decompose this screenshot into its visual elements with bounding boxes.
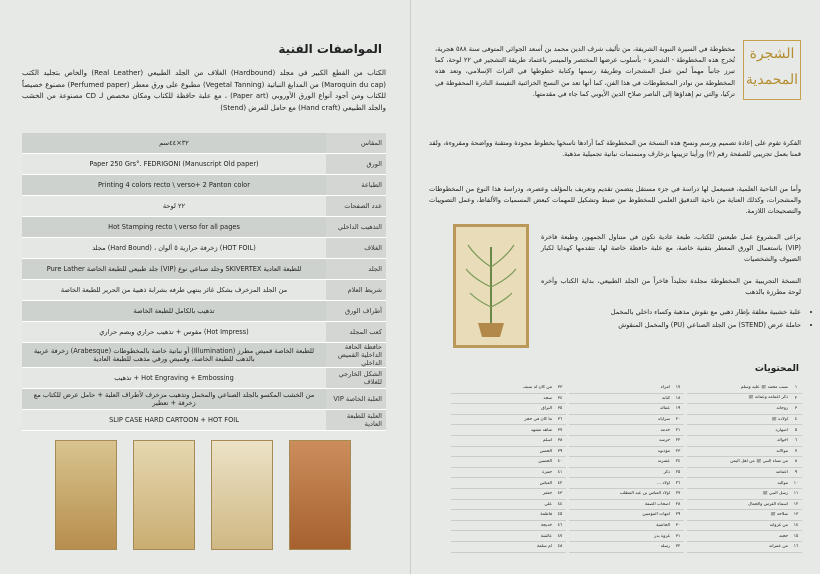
toc-page-number: ٤١: [557, 470, 563, 476]
toc-entry-title: ما كان في حجر: [524, 417, 552, 423]
toc-entry-title: جعفر: [542, 491, 552, 497]
toc-entry-title: علي: [544, 501, 552, 507]
toc-entry-title: حجته: [778, 533, 788, 539]
toc-item: [687, 383, 802, 394]
tree-illustration: [456, 227, 526, 345]
toc-entry-title: سراياه: [658, 417, 670, 423]
toc-item: [451, 531, 566, 542]
toc-entry-title: أولاد ...: [656, 480, 670, 486]
toc-item: [687, 500, 802, 511]
toc-entry-title: من كان له سيف: [522, 385, 552, 391]
toc-item: [687, 542, 802, 553]
spec-label: كعب المجلد: [326, 322, 386, 343]
toc-entry-title: نسب محمد ﷺ عليه وسلم: [740, 384, 788, 390]
toc-page-number: ٢١: [675, 427, 681, 433]
spec-label: الورق: [326, 154, 386, 175]
spec-label: الغلاف: [326, 238, 386, 259]
toc-page-number: ٣: [794, 406, 798, 412]
toc-page-number: ١: [794, 385, 798, 391]
thumbnail-3: [211, 440, 273, 550]
spec-label: حافظة الحافة الداخلية القميص الداخلي: [326, 343, 386, 368]
toc-item: [687, 447, 802, 458]
spec-label: أطراف الورق: [326, 301, 386, 322]
spec-value: مجلد (Hard Bound) ، زخرفة حرارية ٥ ألوان (HOT FOIL): [22, 238, 326, 259]
spec-value: Hot Stamping recto \ verso for all pages: [22, 217, 326, 238]
toc-item: [451, 436, 566, 447]
toc-page-number: ٤: [794, 417, 798, 423]
toc-item: [687, 436, 802, 447]
spec-label: الشكل الخارجي للغلاف: [326, 368, 386, 389]
toc-page-number: ٣٠: [675, 523, 681, 529]
toc-entry-title: الحسن: [539, 448, 552, 454]
toc-page-number: ٤٢: [557, 480, 563, 486]
toc-page-number: ٣١: [675, 533, 681, 539]
toc-column-2: [569, 383, 684, 553]
spec-value: Pure Lather جلد طبيعي للطبعة الخاصة (VIP) وجلد صناعي نوع SKIVERTEX للطبعة العادية: [22, 259, 326, 280]
toc-item: [569, 468, 684, 479]
toc-item: [569, 436, 684, 447]
toc-entry-title: الحاشية: [656, 523, 670, 529]
specs-table: [22, 133, 386, 431]
toc-entry-title: أولاده ﷺ: [771, 416, 788, 422]
toc-item: [451, 542, 566, 553]
thumbnail-1: [55, 440, 117, 550]
toc-item: [569, 500, 684, 511]
toc-item: [451, 510, 566, 521]
toc-entry-title: من غزواته: [769, 523, 788, 529]
toc-item: [687, 457, 802, 468]
toc-item: [687, 468, 802, 479]
spec-label: التذهيب الداخلي: [326, 217, 386, 238]
toc-item: [451, 404, 566, 415]
toc-item: [451, 425, 566, 436]
toc-column-1: [687, 383, 802, 553]
spec-row: [22, 238, 386, 259]
toc-entry-title: خدمه: [660, 427, 670, 433]
spec-label: الجلد: [326, 259, 386, 280]
toc-entry-title: ذكر أعمامه وعماته ﷺ: [748, 395, 788, 401]
toc-page-number: ٢٣: [675, 448, 681, 454]
specs-intro: الكتاب من القطع الكبير في مجلد (Hardbound) الغلاف من الجلد الطبيعي (Real Leather) والخاص بتجليد الكتب (Maroquin du cap) من المدابغ النباتية (Vegetal Tanning) مطبوع على ورق معطر (Perfumed paper) مصنوع خصيصاً للكتاب ومن أجود أنواع الورق الأوروبي (Paper art) ، مع علبة حافظة للكتاب ومكان مخصص لـ CD مصنوعة من الخشب والجلد الطبيعي (Hand craft) مع حامل للعرض (Stend): [22, 69, 386, 112]
toc-entry-title: شاهد مشهد: [530, 427, 552, 433]
spec-row: [22, 217, 386, 238]
toc-entry-title: أسماء الفرس والجمال: [748, 501, 788, 507]
toc-page-number: ٤٣: [557, 491, 563, 497]
toc-item: [687, 489, 802, 500]
toc-item: [569, 415, 684, 426]
toc-page-number: ٢٦: [675, 480, 681, 486]
toc-page-number: ٣٤: [557, 395, 563, 401]
toc-entry-title: أمراء: [660, 385, 670, 391]
paragraph-idea: الفكرة تقوم على إعادة تصميم ورسم ونسخ هذه النسخة من المخطوطة كما أرادها ناسخها بخطوط مجودة ومتقنة وواضحة ومقروءة، ولقد قمنا بعمل تجريبي للصفحة رقم (٢) ورأينا تزيينها بزخارف ومنمنمات نباتية تجميلية مذهبة.: [429, 139, 801, 159]
toc-page-number: ٢٧: [675, 491, 681, 497]
toc-item: [569, 542, 684, 553]
toc-entry-title: كتابه: [661, 395, 670, 401]
toc-page-number: ٢٢: [675, 438, 681, 444]
spec-label: الطباعة: [326, 175, 386, 196]
toc-item: [451, 447, 566, 458]
toc-page-number: ١٩: [675, 406, 681, 412]
toc-page-number: ٣٢: [675, 544, 681, 550]
spec-row: [22, 410, 386, 431]
spec-value: ٣٢×٤٤سم: [22, 133, 326, 154]
toc-page-number: ١١: [793, 491, 799, 497]
toc-page-number: ٣٥: [557, 406, 563, 412]
spec-row: [22, 154, 386, 175]
toc-page-number: ١٢: [793, 501, 799, 507]
toc-entry-title: أمهات المؤمنين: [642, 512, 670, 518]
toc-item: [569, 489, 684, 500]
manuscript-thumbnails: [55, 440, 355, 550]
toc-page-number: ٩: [794, 470, 798, 476]
toc-page-number: ٣٧: [557, 427, 563, 433]
spec-label: عدد الصفحات: [326, 196, 386, 217]
spec-label: العلبة للطبعة العادية: [326, 410, 386, 431]
toc-item: [569, 457, 684, 468]
toc-entry-title: رسله: [660, 544, 670, 550]
toc-entry-title: أسلم: [542, 438, 552, 444]
spec-value: ٢٢ لوحة: [22, 196, 326, 217]
spec-row: [22, 301, 386, 322]
spec-label: العلبة الخاصة VIP: [326, 389, 386, 410]
toc-item: [569, 394, 684, 405]
toc-item: [451, 521, 566, 532]
toc-item: [569, 521, 684, 532]
toc-entry-title: العباس: [539, 480, 552, 486]
toc-title: المحتويات: [754, 364, 799, 374]
toc-entry-title: خديجة: [540, 523, 552, 529]
toc-page-number: ٨: [794, 459, 798, 465]
toc-entry-title: أعمامه: [775, 470, 788, 476]
toc-entry-title: أولاد العباس بن عبد المطلب: [619, 491, 670, 497]
right-page: [410, 0, 820, 574]
toc-item: [451, 383, 566, 394]
toc-entry-title: حمزة: [542, 470, 552, 476]
toc-item: [687, 415, 802, 426]
toc-page-number: ١٨: [675, 395, 681, 401]
toc-entry-title: مؤذنوه: [657, 448, 670, 454]
toc-page-number: ١٠: [793, 480, 799, 486]
toc-column-3: [451, 383, 566, 553]
toc-item: [687, 478, 802, 489]
toc-page-number: ١٤: [793, 523, 799, 529]
toc-item: [451, 468, 566, 479]
feature-item: • حاملة عرض (STEND) من الجلد الصناعي (PU) والمخمل المنقوش: [541, 319, 801, 332]
toc-page-number: ٢٠: [675, 417, 681, 423]
toc-page-number: ٢٨: [675, 501, 681, 507]
toc-entry-title: سجد: [543, 395, 552, 401]
spec-row: [22, 322, 386, 343]
spec-row: [22, 368, 386, 389]
toc-page-number: ٥: [794, 427, 798, 433]
toc-item: [451, 415, 566, 426]
toc-entry-title: من عمراته: [768, 544, 788, 550]
toc-entry-title: عائشة: [540, 533, 552, 539]
spec-value: تذهيب + Hot Engraving + Embossing: [22, 368, 326, 389]
toc-item: [451, 500, 566, 511]
toc-item: [569, 404, 684, 415]
feature-item: • علبة خشبية مغلفة بإطار ذهبي مع نقوش مذهبة وكساء داخلي بالمخمل: [541, 306, 801, 319]
toc-item: [687, 510, 802, 521]
toc-page-number: ٢٥: [675, 470, 681, 476]
spec-row: [22, 133, 386, 154]
toc-page-number: ٤٤: [557, 501, 563, 507]
toc-item: [451, 394, 566, 405]
toc-entry-title: أصحاب الصفة: [644, 501, 670, 507]
toc-entry-title: ذكر: [663, 470, 670, 476]
features-list: [541, 306, 813, 332]
toc-entry-title: مواليه: [777, 480, 788, 486]
toc-entry-title: عماله: [660, 406, 670, 412]
toc-page-number: ١٣: [793, 512, 799, 518]
logo-line-1: الشجرة: [749, 46, 795, 62]
toc-item: [569, 383, 684, 394]
spec-value: من الخشب المكسو بالجلد الصناعي والمخمل وتذهيب مزخرف لأطراف العلبة + حامل عرض للكتاب مع زخرفة + تعطير: [22, 389, 326, 410]
toc-page-number: ١٧: [675, 385, 681, 391]
manuscript-image: [453, 224, 529, 348]
specs-title: المواصفات الفنية: [278, 42, 382, 56]
thumbnail-2: [133, 440, 195, 550]
toc-page-number: ٦: [794, 438, 798, 444]
intro-paragraph: مخطوطة في السيرة النبوية الشريفة، من تأليف شرف الدين محمد بن أسعد الجوائي المتوفى سنة ٥٨٨ هجرية، تُخرج هذه المخطوطة - الشجرة - بأسلوب عرضها المختصر والميسر باعتماد طريقة التشجير في ٢٢ لوحة، كما تبرز جانباً مهماً لمن عمل المشجرات وطريقة رسمها وكتابة خطوطها في التراث الإسلامي، وتعد هذه المخطوطة من نوادر المخطوطات في هذا الفن، كما أنها تعد من النسخ الخزائنية النفيسة النادرة المحفوظة في تركيا، والتي تم إهداؤها إلى الناصر صلاح الدين الأيوبي كما جاء في مقدمتها.: [435, 45, 736, 98]
spec-row: [22, 259, 386, 280]
toc-page-number: ٧: [794, 448, 798, 454]
spec-label: المقاس: [326, 133, 386, 154]
paragraph-editions: يراعى المشروع عمل طبعتين للكتاب، طبعة عادية تكون في متناول الجمهور، وطبعة فاخرة (VIP) باستعمال الورق المعطر بتقنية خاصة، مع علبة حافظة خاصة لها، تتقدمها كهدايا لكبار الضيوف والشخصيات: [541, 233, 801, 264]
toc-entry-title: سلاحه ﷺ: [770, 511, 788, 517]
toc-entry-title: أخواله: [777, 438, 788, 444]
toc-entry-title: فاطمة: [540, 512, 552, 518]
toc-item: [687, 425, 802, 436]
toc-entry-title: عشرته: [657, 459, 670, 465]
spec-value: SLIP CASE HARD CARTOON + HOT FOIL: [22, 410, 326, 431]
toc-entry-title: زوجاته: [776, 406, 788, 412]
book-logo: [743, 40, 801, 100]
toc-item: [687, 394, 802, 405]
spec-label: شريط العلام: [326, 280, 386, 301]
toc-page-number: ٣٦: [557, 417, 563, 423]
spec-row: [22, 389, 386, 410]
toc-entry-title: أم سلمة: [536, 544, 552, 550]
spec-value: زخرفة عربية (Arabesque) أو نباتية خاصة بالمخطوطات (Illumination) للطبعة الخاصة قميص مطرز بالذهب للطبعة الخاصة، وقميص ورقي مذهب للطبعة العادية: [22, 343, 326, 368]
toc-item: [569, 510, 684, 521]
toc-page-number: ٢: [794, 395, 798, 401]
toc-page-number: ٤٦: [557, 523, 563, 529]
paragraph-scientific: وأما من الناحية العلمية، فسيعمل لها دراسة في جزء مستقل يتضمن تقديم وتعريف بالمؤلف وعصره، ودراسة هذا النوع من المخطوطات والمشجرات، وكذلك العناية من ناحية التدقيق العلمي للمخطوط من ضبط وتشكيل للمهمات كبعض المسميات والألفاظ، وعمل التصويبات والتصحيحات اللازمة.: [429, 185, 801, 216]
toc-item: [687, 521, 802, 532]
spec-value: Paper 250 Grs°. FEDRIGONI (Manuscript Old paper): [22, 154, 326, 175]
spec-row: [22, 280, 386, 301]
paragraph-sample: النسخة التجريبية من المخطوطة مجلدة تجليداً فاخراً من الجلد الطبيعي، بداية الكتاب وآخره لوحة مطرزة بالذهب: [541, 277, 801, 297]
toc-page-number: ٣٩: [557, 448, 563, 454]
toc-page-number: ٤٥: [557, 512, 563, 518]
toc-page-number: ٤٨: [557, 544, 563, 550]
toc-page-number: ٢٤: [675, 459, 681, 465]
toc-entry-title: حرسه: [659, 438, 670, 444]
toc-page-number: ١٥: [793, 533, 799, 539]
toc-item: [569, 531, 684, 542]
toc-item: [451, 478, 566, 489]
spec-value: مقوس + تذهيب حراري وبصم حراري (Hot Impress): [22, 322, 326, 343]
toc-entry-title: موالاته: [776, 448, 788, 454]
toc-page-number: ٣٣: [557, 385, 563, 391]
thumbnail-4: [289, 440, 351, 550]
toc-item: [687, 531, 802, 542]
toc-entry-title: غزوة بدر: [654, 533, 670, 539]
toc-item: [451, 489, 566, 500]
spec-value: من الجلد المزخرف بشكل غائر ينتهي طرفه بشرابة ذهبية من الحرير للطبعة الخاصة: [22, 280, 326, 301]
toc-page-number: ٢٩: [675, 512, 681, 518]
spec-value: تذهيب بالكامل للطبعة الخاصة: [22, 301, 326, 322]
spec-row: [22, 175, 386, 196]
logo-line-2: المحمدية: [745, 72, 799, 88]
toc-entry-title: البراق: [541, 406, 552, 412]
toc-item: [569, 425, 684, 436]
toc-page-number: ١٦: [793, 544, 799, 550]
toc-entry-title: الحسين: [538, 459, 552, 465]
toc-item: [569, 447, 684, 458]
toc-item: [569, 478, 684, 489]
toc-page-number: ٤٧: [557, 533, 563, 539]
spec-value: Printing 4 colors recto \ verso+ 2 Panton color: [22, 175, 326, 196]
toc-entry-title: رسل النبي ﷺ: [762, 490, 788, 496]
toc-item: [451, 457, 566, 468]
toc-entry-title: أصهاره: [775, 427, 788, 433]
spec-row: [22, 196, 386, 217]
spec-row: [22, 343, 386, 368]
toc-page-number: ٣٨: [557, 438, 563, 444]
toc-page-number: ٤٠: [557, 459, 563, 465]
toc-item: [687, 404, 802, 415]
toc-entry-title: من نساء النبي ﷺ من أهل اليمن: [730, 458, 788, 464]
